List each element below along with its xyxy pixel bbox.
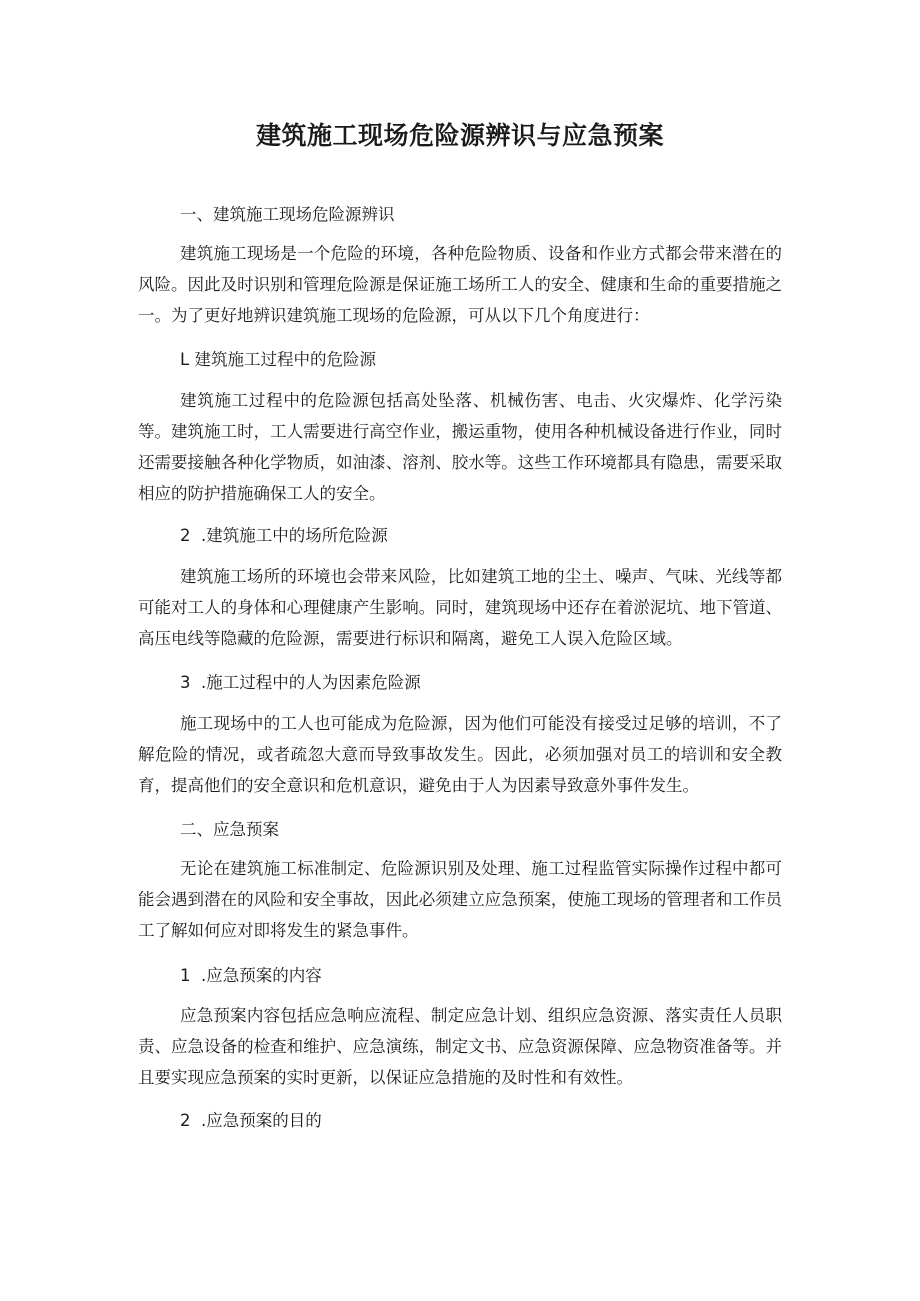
paragraph-site-hazards: 建筑施工场所的环境也会带来风险，比如建筑工地的尘土、噪声、气味、光线等都可能对工人的身体和心理健康产生影响。同时，建筑现场中还存在着淤泥坑、地下管道、高压电线等隐藏的危险源，需要进行标识和隔离，避免工人误入危险区域。 (138, 567, 782, 648)
subheading-plan-contents: 1 .应急预案的内容 (180, 966, 322, 985)
section-heading-emergency-plan: 二、应急预案 (180, 820, 279, 839)
paragraph-plan-contents: 应急预案内容包括应急响应流程、制定应急计划、组织应急资源、落实责任人员职责、应急设备的检查和维护、应急演练，制定文书、应急资源保障、应急物资准备等。并且要实现应急预案的实时更新，以保证应急措施的及时性和有效性。 (138, 1006, 782, 1087)
subheading-site-hazards: 2 .建筑施工中的场所危险源 (180, 526, 388, 545)
subheading-process-hazards: L 建筑施工过程中的危险源 (180, 350, 376, 369)
document-title: 建筑施工现场危险源辨识与应急预案 (255, 121, 664, 150)
paragraph-process-hazards: 建筑施工过程中的危险源包括高处坠落、机械伤害、电击、火灾爆炸、化学污染等。建筑施工时，工人需要进行高空作业，搬运重物，使用各种机械设备进行作业，同时还需要接触各种化学物质，如油漆、溶剂、胶水等。这些工作环境都具有隐患，需要采取相应的防护措施确保工人的安全。 (138, 391, 782, 503)
paragraph-intro: 建筑施工现场是一个危险的环境，各种危险物质、设备和作业方式都会带来潜在的风险。因此及时识别和管理危险源是保证施工场所工人的安全、健康和生命的重要措施之一。为了更好地辨识建筑施工现场的危险源，可从以下几个角度进行： (138, 244, 782, 325)
section-heading-hazard-identification: 一、建筑施工现场危险源辨识 (180, 205, 395, 224)
paragraph-human-factor-hazards: 施工现场中的工人也可能成为危险源，因为他们可能没有接受过足够的培训，不了解危险的情况，或者疏忽大意而导致事故发生。因此，必须加强对员工的培训和安全教育，提高他们的安全意识和危机意识，避免由于人为因素导致意外事件发生。 (138, 714, 782, 795)
subheading-human-factor-hazards: 3 .施工过程中的人为因素危险源 (180, 673, 421, 692)
subheading-plan-purpose: 2 .应急预案的目的 (180, 1111, 322, 1130)
paragraph-emergency-plan-intro: 无论在建筑施工标准制定、危险源识别及处理、施工过程监管实际操作过程中都可能会遇到潜在的风险和安全事故，因此必须建立应急预案，使施工现场的管理者和工作员工了解如何应对即将发生的紧急事件。 (138, 859, 782, 940)
